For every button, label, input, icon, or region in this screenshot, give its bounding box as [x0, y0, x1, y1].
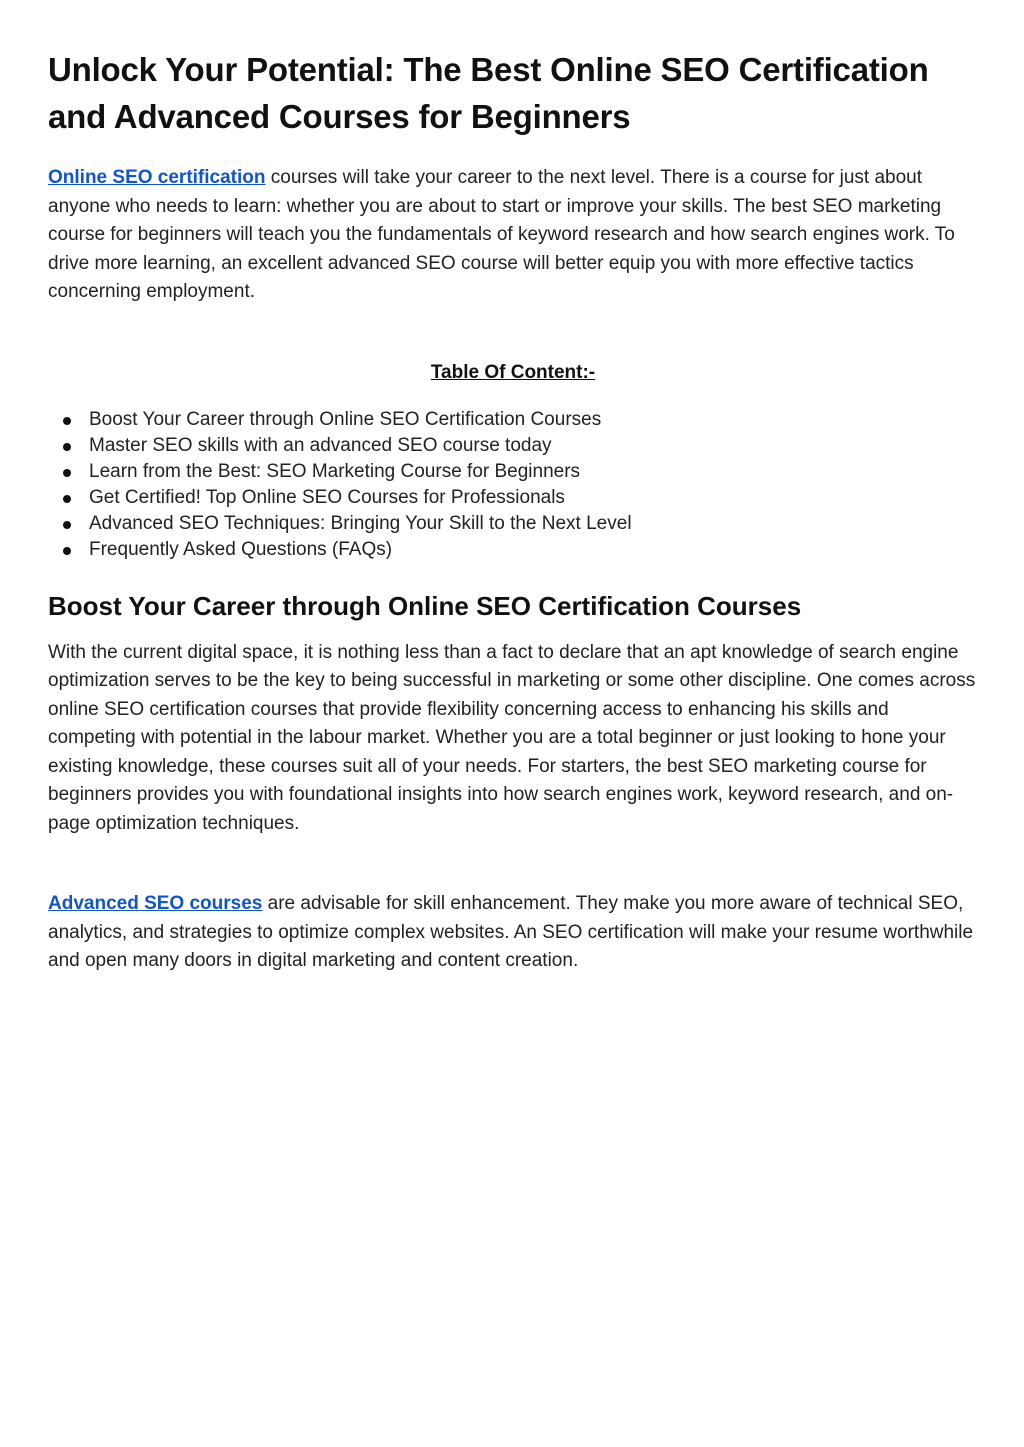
page-title: Unlock Your Potential: The Best Online SEO Certification and Advanced Courses for Beginners — [48, 51, 929, 135]
section-paragraph-advanced — [48, 890, 978, 976]
intro-paragraph — [48, 164, 978, 307]
toc-item — [48, 433, 978, 459]
document-page — [48, 46, 978, 976]
toc-item-label: Learn from the Best: SEO Marketing Course for Beginners — [89, 460, 581, 482]
toc-item-label: Master SEO skills with an advanced SEO course today — [89, 434, 552, 456]
toc-item — [48, 511, 978, 537]
toc-list — [48, 407, 978, 563]
toc-item — [48, 407, 978, 433]
toc-item — [48, 537, 978, 563]
toc-item-label: Frequently Asked Questions (FAQs) — [89, 538, 393, 560]
bullet-icon — [63, 547, 71, 555]
section-paragraph: With the current digital space, it is nothing less than a fact to declare that an apt knowledge of search engine optimization serves to be the key to being successful in marketing or some other discipline. One comes across online SEO certification courses that provide flexibility concerning access to enhancing his skills and competing with potential in the labour market. Whether you are a total beginner or just looking to hone your existing knowledge, these courses suit all of your needs. For starters, the best SEO marketing course for beginners provides you with foundational insights into how search engines work, keyword research, and on-page optimization techniques. — [48, 641, 976, 834]
advanced-seo-courses-link[interactable]: Advanced SEO courses — [48, 893, 263, 914]
toc-item-label: Advanced SEO Techniques: Bringing Your Skill to the Next Level — [89, 512, 632, 534]
bullet-icon — [63, 469, 71, 477]
bullet-icon — [63, 495, 71, 503]
bullet-icon — [63, 443, 71, 451]
toc-title: Table Of Content:- — [430, 361, 596, 383]
toc-item-label: Get Certified! Top Online SEO Courses for Professionals — [89, 486, 565, 508]
bullet-icon — [63, 417, 71, 425]
section-heading: Boost Your Career through Online SEO Certification Courses — [48, 590, 802, 621]
intro-text: courses will take your career to the next level. There is a course for just about anyone who needs to learn: whether you are about to start or improve your skills. The best SEO marketing course for beginners will teach you the fundamentals of keyword research and how search engines work. To drive more learning, an excellent advanced SEO course will better equip you with more effective tactics concerning employment. — [48, 167, 955, 302]
section-paragraph-text: are advisable for skill enhancement. They make you more aware of technical SEO, analytics, and strategies to optimize complex websites. An SEO certification will make your resume worthwhile and open many doors in digital marketing and content creation. — [48, 893, 974, 971]
bullet-icon — [63, 521, 71, 529]
toc-item — [48, 485, 978, 511]
toc-item — [48, 459, 978, 485]
online-seo-certification-link[interactable]: Online SEO certification — [48, 167, 266, 188]
toc-item-label: Boost Your Career through Online SEO Certification Courses — [89, 408, 602, 430]
